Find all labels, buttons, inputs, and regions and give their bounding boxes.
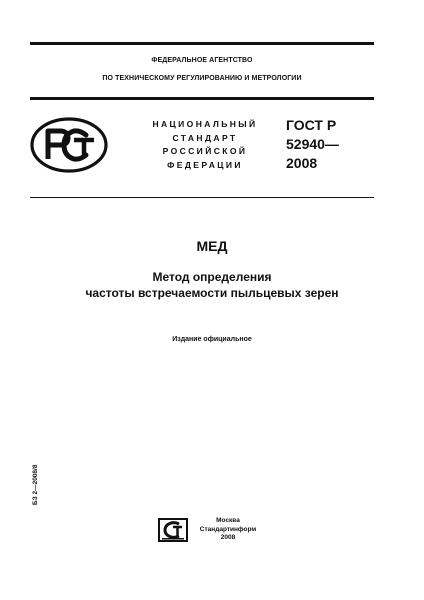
standard-label-line-3: РОССИЙСКОЙ [162,146,248,156]
document-subtitle [0,269,424,301]
standard-code [286,116,339,173]
standartinform-logo [158,518,188,542]
top-rule [30,42,374,45]
publisher-info [195,517,261,543]
agency-name-line-1: ФЕДЕРАЛЬНОЕ АГЕНТСТВО [151,57,253,64]
standard-code-line-1: ГОСТ Р [286,117,337,133]
subtitle-line-2: частоты встречаемости пыльцевых зерен [85,286,339,300]
publisher-year: 2008 [220,534,236,541]
national-standard-label [140,118,270,172]
side-catalog-code: БЗ 2—2008/8 [32,464,39,505]
subtitle-line-1: Метод определения [152,270,272,284]
standard-label-line-4: ФЕДЕРАЦИИ [167,159,243,170]
edition-note: Издание официальное [172,336,252,343]
standard-code-line-3: 2008 [286,155,318,171]
document-title: МЕД [196,238,228,254]
middle-rule [30,97,374,100]
rst-certification-logo [30,117,108,173]
publisher-name: Стандартинформ [199,525,257,533]
bottom-rule [30,197,374,198]
standard-code-line-2: 52940— [286,136,339,152]
standard-label-line-2: СТАНДАРТ [172,132,238,143]
publisher-city: Москва [216,517,240,524]
standard-label-line-1: НАЦИОНАЛЬНЫЙ [152,119,258,129]
agency-name-line-2: ПО ТЕХНИЧЕСКОМУ РЕГУЛИРОВАНИЮ И МЕТРОЛОГИИ [102,75,302,82]
